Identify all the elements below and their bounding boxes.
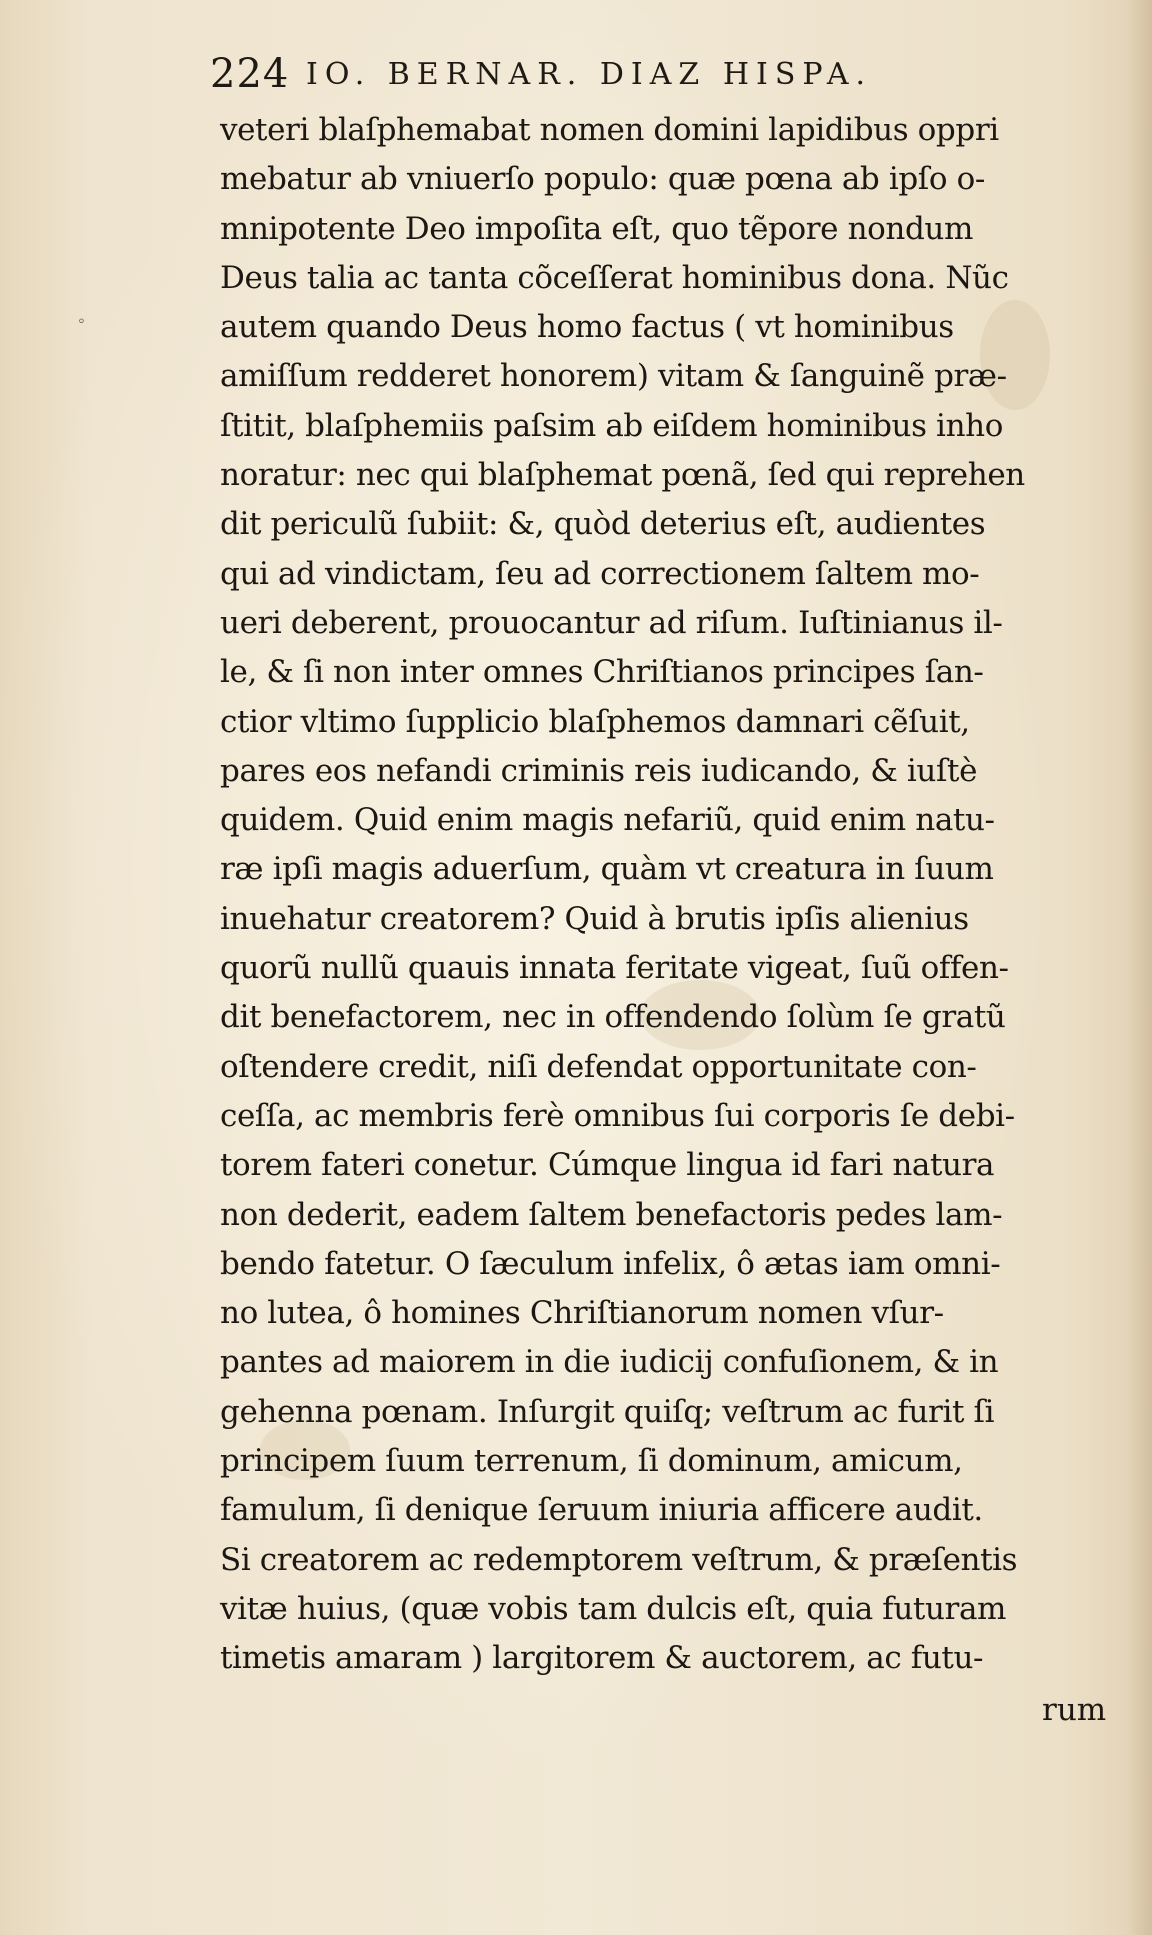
text-line: ctior vltimo ſupplicio blaſphemos damnari cẽſuit, bbox=[220, 703, 970, 740]
text-line: dit periculũ ſubiit: &, quòd deterius eſt, audientes bbox=[220, 506, 986, 543]
text-line: noratur: nec qui blaſphemat pœnã, ſed qui reprehen bbox=[220, 457, 1025, 494]
text-line: ceſſa, ac membris ferè omnibus ſui corporis ſe debi- bbox=[220, 1097, 1015, 1134]
text-line: oſtendere credit, niſi defendat opportunitate con- bbox=[220, 1048, 977, 1085]
text-line: ræ ipſi magis aduerſum, quàm vt creatura in ſuum bbox=[220, 851, 994, 888]
text-line: amiſſum redderet honorem) vitam & ſanguinẽ præ- bbox=[220, 358, 1007, 395]
text-line: quorũ nullũ quauis innata feritate vigeat, ſuũ offen- bbox=[220, 950, 1009, 987]
page-header bbox=[210, 48, 1010, 100]
text-line: le, & ſi non inter omnes Chriſtianos principes ſan- bbox=[220, 654, 984, 691]
text-line: torem fateri conetur. Cúmque lingua id fari natura bbox=[220, 1147, 995, 1184]
text-line: veteri blaſphemabat nomen domini lapidibus oppri bbox=[220, 112, 999, 148]
text-line: no lutea, ô homines Chriſtianorum nomen vſur- bbox=[220, 1295, 944, 1332]
text-line: ueri deberent, prouocantur ad riſum. Iuſtinianus il- bbox=[220, 604, 1003, 641]
text-line: non dederit, eadem ſaltem benefactoris pedes lam- bbox=[220, 1196, 1003, 1233]
text-line: ſtitit, blaſphemiis paſsim ab eiſdem hominibus inho bbox=[220, 407, 1003, 444]
margin-mark: ⸰ bbox=[78, 314, 85, 328]
text-line: timetis amaram ) largitorem & auctorem, ac futu- bbox=[220, 1640, 984, 1677]
text-line: mebatur ab vniuerſo populo: quæ pœna ab ipſo o- bbox=[220, 161, 985, 198]
text-line: bendo fatetur. O ſæculum infelix, ô ætas iam omni- bbox=[220, 1245, 1001, 1282]
text-line: principem ſuum terrenum, ſi dominum, amicum, bbox=[220, 1443, 963, 1480]
text-line: vitæ huius, (quæ vobis tam dulcis eſt, quia futuram bbox=[220, 1590, 1007, 1627]
text-line: Deus talia ac tanta cõceſſerat hominibus dona. Nũc bbox=[220, 259, 1009, 296]
catchword: rum bbox=[1042, 1692, 1107, 1728]
text-line: qui ad vindictam, ſeu ad correctionem ſaltem mo- bbox=[220, 555, 980, 592]
text-line: famulum, ſi denique ſeruum iniuria afficere audit. bbox=[220, 1492, 983, 1529]
text-line: mnipotente Deo impoſita eſt, quo tẽpore nondum bbox=[220, 210, 973, 247]
text-line: gehenna pœnam. Inſurgit quiſq; veſtrum ac furit ſi bbox=[220, 1393, 995, 1430]
text-line: dit benefactorem, nec in offendendo ſolùm ſe gratũ bbox=[220, 999, 1006, 1036]
body-text bbox=[220, 106, 1120, 1684]
running-head: IO. BERNAR. DIAZ HISPA. bbox=[306, 57, 873, 92]
text-line: inuehatur creatorem? Quid à brutis ipſis alienius bbox=[220, 900, 969, 937]
page-number: 224 bbox=[210, 51, 290, 97]
text-line: pantes ad maiorem in die iudicij confuſionem, & in bbox=[220, 1344, 999, 1381]
text-line: quidem. Quid enim magis nefariũ, quid enim natu- bbox=[220, 802, 995, 839]
text-line: pares eos nefandi criminis reis iudicando, & iuſtè bbox=[220, 752, 978, 789]
text-line: autem quando Deus homo factus ( vt hominibus bbox=[220, 309, 954, 346]
text-line: Si creatorem ac redemptorem veſtrum, & præſentis bbox=[220, 1541, 1018, 1578]
page-edge-shadow bbox=[1126, 0, 1152, 1935]
